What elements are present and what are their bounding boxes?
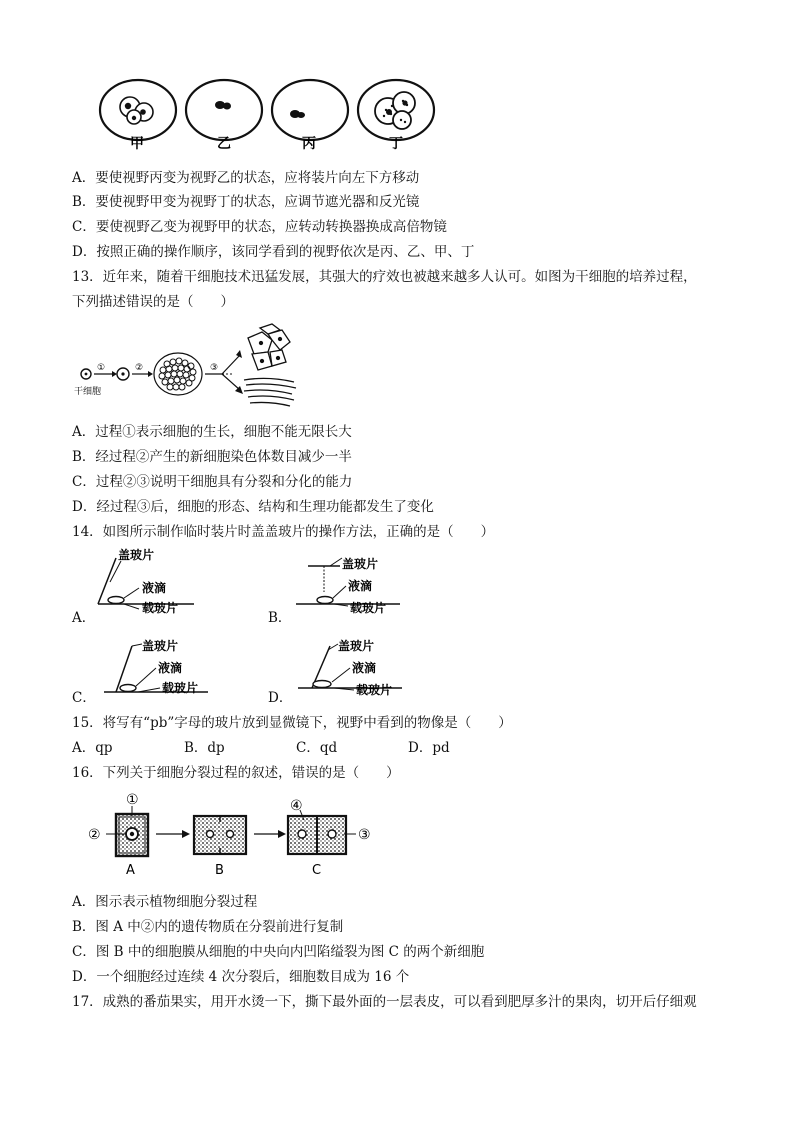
q16-label-a: A: [126, 863, 135, 878]
q16-mark-2: ②: [88, 827, 101, 843]
q14-d-drop-label: 液滴: [352, 661, 377, 675]
q13-option-d: D．经过程③后，细胞的形态、结构和生理功能都发生了变化: [72, 499, 434, 515]
q16-label-b: B: [215, 863, 224, 878]
q14-b-drop-label: 液滴: [348, 579, 373, 593]
q12-label-yi: 乙: [217, 136, 231, 150]
field-bing: [272, 80, 348, 140]
q12-option-c: C．要使视野乙变为视野甲的状态，应转动转换器换成高倍物镜: [72, 219, 447, 235]
q17-stem: 17．成熟的番茄果实，用开水烫一下，撕下最外面的一层表皮，可以看到肥厚多汁的果肉，切开后仔细观: [72, 994, 697, 1010]
q12-option-b: B．要使视野甲变为视野丁的状态，应调节遮光器和反光镜: [72, 194, 420, 210]
q15-stem: 15．将写有“pb”字母的玻片放到显微镜下，视野中看到的物像是（ ）: [72, 715, 512, 731]
field-ding: [358, 80, 434, 140]
q12-figure: [96, 76, 441, 150]
q13-option-a: A．过程①表示细胞的生长，细胞不能无限长大: [72, 424, 352, 440]
q16-mark-1: ①: [126, 792, 139, 808]
q16-cell-b: [194, 816, 246, 854]
q16-option-d: D．一个细胞经过连续 4 次分裂后，细胞数目成为 16 个: [72, 969, 410, 985]
q13-option-b: B．经过程②产生的新细胞染色体数目减少一半: [72, 449, 352, 465]
q14-d-cover-label: 盖玻片: [338, 639, 375, 653]
q14-stem: 14．如图所示制作临时装片时盖盖玻片的操作方法，正确的是（ ）: [72, 524, 495, 540]
q14-figure-a: [94, 544, 204, 626]
q14-a-cover-label: 盖玻片: [118, 548, 155, 562]
q16-mark-4: ④: [290, 798, 303, 814]
q16-label-c: C: [312, 863, 322, 878]
q14-figure-b: [290, 552, 408, 624]
q16-figure: [86, 790, 386, 880]
q13-stem-line2: 下列描述错误的是（ ）: [72, 294, 234, 310]
field-jia: [100, 80, 176, 140]
q13-cell-cluster: [154, 353, 202, 395]
field-yi: [186, 80, 262, 140]
q12-label-jia: 甲: [130, 136, 144, 150]
q12-label-ding: 丁: [389, 136, 403, 150]
q14-c-slide-label: 载玻片: [162, 681, 199, 695]
q14-option-c-letter: C．: [72, 690, 96, 706]
q16-mark-3: ③: [358, 827, 371, 843]
q16-option-a: A．图示表示植物细胞分裂过程: [72, 894, 258, 910]
q14-a-drop-label: 液滴: [142, 581, 167, 595]
q12-option-a: A．要使视野丙变为视野乙的状态，应将装片向左下方移动: [72, 170, 420, 186]
q13-step3: ③: [210, 363, 219, 373]
q13-step1: ①: [97, 363, 106, 373]
q16-stem: 16．下列关于细胞分裂过程的叙述，错误的是（ ）: [72, 765, 400, 781]
q14-figure-d: [290, 636, 410, 702]
q12-option-d: D．按照正确的操作顺序，该同学看到的视野依次是丙、乙、甲、丁: [72, 244, 475, 260]
q15-option-a: A．qp: [72, 740, 113, 756]
q14-option-b-letter: B．: [268, 610, 292, 626]
q16-option-b: B．图 A 中②内的遗传物质在分裂前进行复制: [72, 919, 344, 935]
q16-cell-c: [288, 810, 356, 854]
q14-c-cover-label: 盖玻片: [142, 639, 179, 653]
q13-differentiated-cells-top: [248, 324, 290, 370]
q14-c-drop-label: 液滴: [158, 661, 183, 675]
q16-cell-a: [106, 806, 148, 856]
q13-differentiated-cells-bottom: [244, 378, 296, 406]
q13-figure-label: 干细胞: [74, 387, 102, 397]
q14-d-slide-label: 载玻片: [356, 683, 393, 697]
q13-figure: [72, 322, 304, 412]
q15-option-b: B．dp: [184, 740, 225, 756]
q13-option-c: C．过程②③说明干细胞具有分裂和分化的能力: [72, 474, 353, 490]
q13-step2: ②: [135, 363, 144, 373]
q14-b-cover-label: 盖玻片: [342, 557, 379, 571]
q16-option-c: C．图 B 中的细胞膜从细胞的中央向内凹陷缢裂为图 C 的两个新细胞: [72, 944, 485, 960]
q13-stem-line1: 13．近年来，随着干细胞技术迅猛发展，其强大的疗效也被越来越多人认可。如图为干细胞的培养过程，: [72, 269, 697, 285]
q15-option-c: C．qd: [296, 740, 338, 756]
q15-option-d: D．pd: [408, 740, 450, 756]
q12-label-bing: 丙: [302, 136, 316, 150]
q14-option-d-letter: D．: [268, 690, 293, 706]
q14-a-slide-label: 载玻片: [142, 601, 179, 615]
q14-option-a-letter: A．: [72, 610, 96, 626]
q14-figure-c: [96, 636, 216, 702]
q14-b-slide-label: 载玻片: [350, 601, 387, 615]
